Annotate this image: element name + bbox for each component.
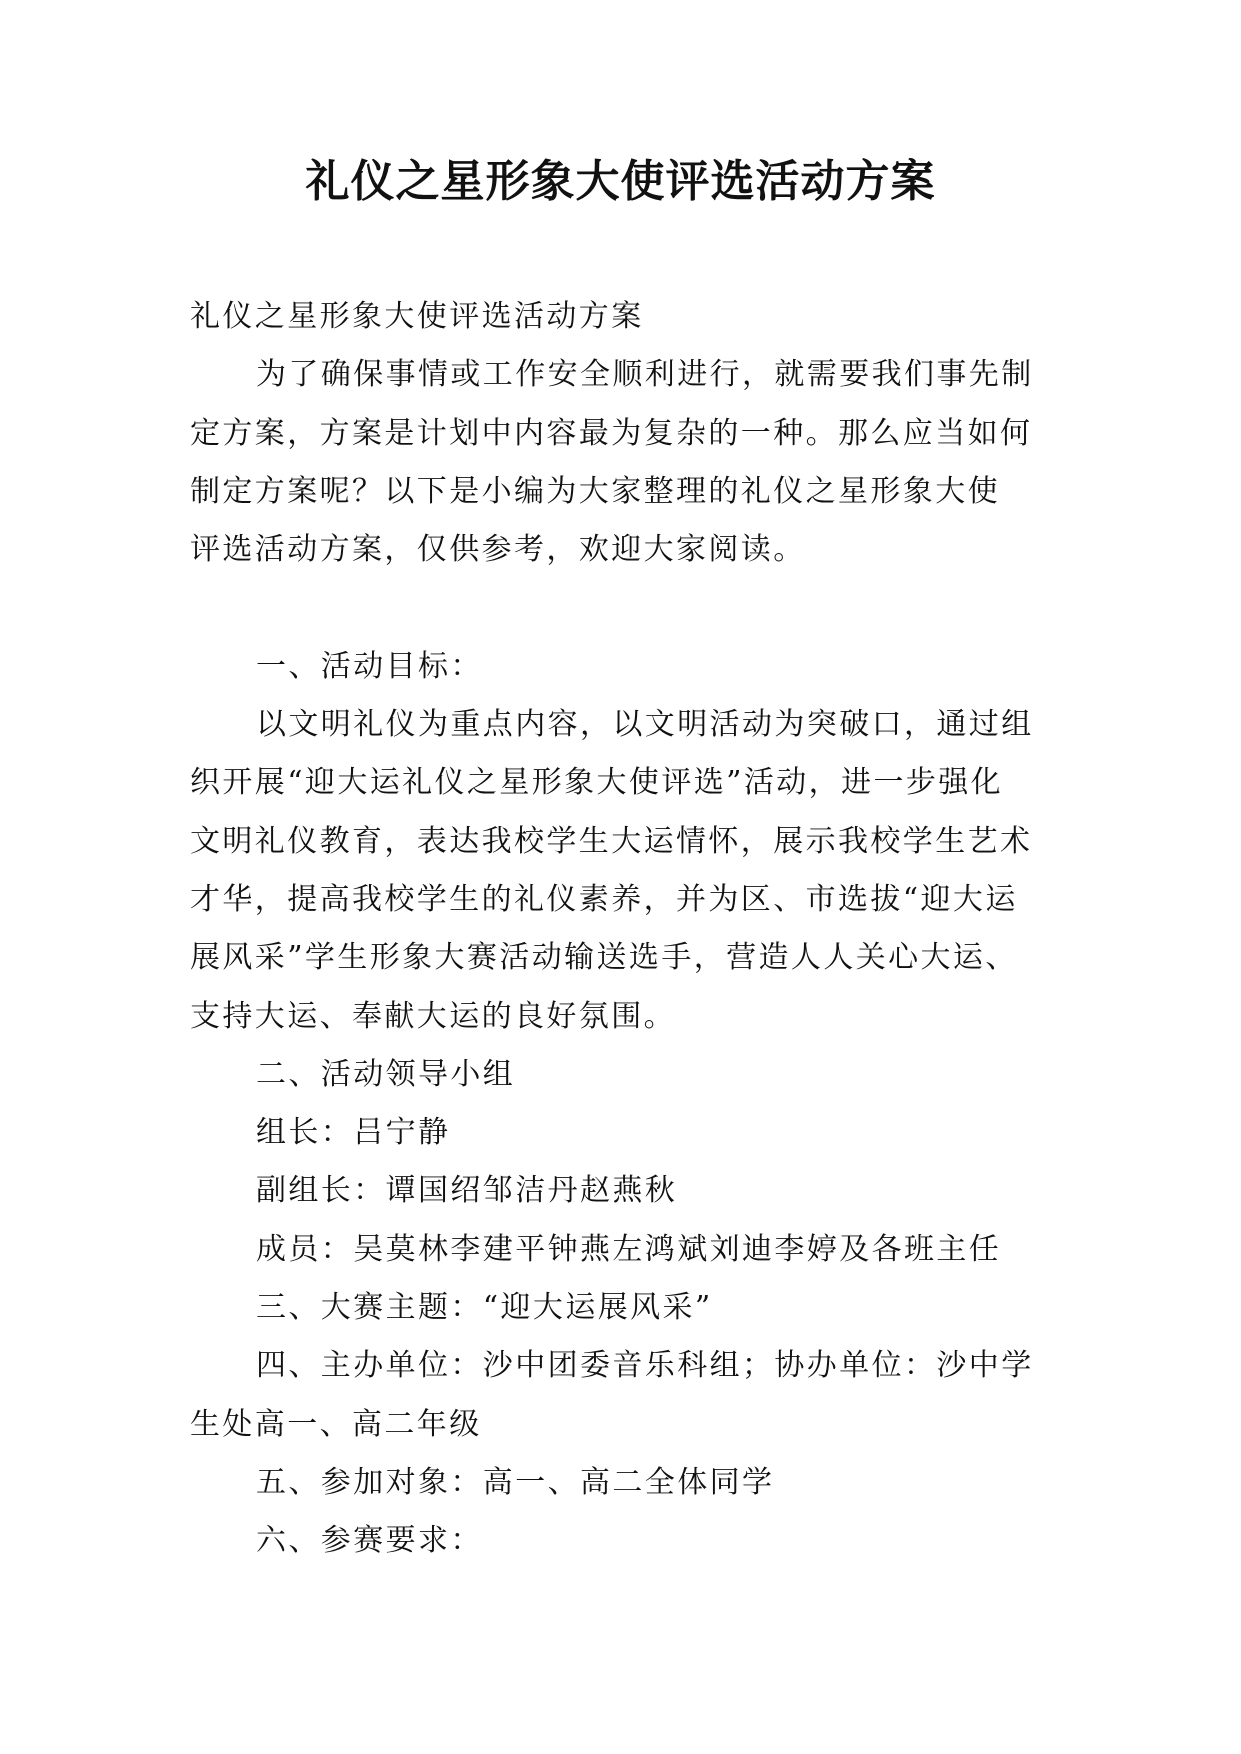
section-heading-participants: 五、参加对象：高一、高二全体同学 [256, 1464, 775, 1500]
document-body [190, 288, 1055, 1571]
intro-paragraph-line: 评选活动方案，仅供参考，欢迎大家阅读。 [190, 532, 806, 568]
members-line: 成员：吴莫林李建平钟燕左鸿斌刘迪李婷及各班主任 [256, 1231, 1002, 1267]
document-title: 礼仪之星形象大使评选活动方案 [305, 156, 936, 207]
section-heading-leadership: 二、活动领导小组 [256, 1056, 516, 1092]
subtitle-line: 礼仪之星形象大使评选活动方案 [190, 299, 644, 334]
intro-paragraph-line: 定方案，方案是计划中内容最为复杂的一种。那么应当如何 [190, 415, 1033, 451]
goal-paragraph-line: 以文明礼仪为重点内容，以文明活动为突破口，通过组 [256, 707, 1034, 743]
goal-paragraph-line: 文明礼仪教育，表达我校学生大运情怀，展示我校学生艺术 [190, 823, 1033, 859]
goal-paragraph-line: 才华，提高我校学生的礼仪素养，并为区、市选拔“迎大运 [190, 881, 1018, 917]
leader-line: 组长：吕宁静 [256, 1115, 451, 1151]
intro-paragraph-line: 为了确保事情或工作安全顺利进行，就需要我们事先制 [256, 357, 1034, 393]
section-heading-goal: 一、活动目标： [256, 648, 483, 684]
section-heading-requirements: 六、参赛要求： [256, 1523, 483, 1559]
organizers-line: 生处高一、高二年级 [190, 1406, 482, 1442]
section-heading-organizers: 四、主办单位：沙中团委音乐科组；协办单位：沙中学 [256, 1348, 1034, 1384]
intro-paragraph-line: 制定方案呢？以下是小编为大家整理的礼仪之星形象大使 [190, 473, 1000, 509]
paragraph-gap [190, 579, 1055, 637]
deputy-leader-line: 副组长：谭国绍邹洁丹赵燕秋 [256, 1173, 678, 1209]
section-heading-theme: 三、大赛主题：“迎大运展风采” [256, 1290, 713, 1326]
goal-paragraph-line: 展风采”学生形象大赛活动输送选手，营造人人关心大运、 [190, 940, 1018, 976]
goal-paragraph-line: 织开展“迎大运礼仪之星形象大使评选”活动，进一步强化 [190, 765, 1004, 801]
goal-paragraph-line: 支持大运、奉献大运的良好氛围。 [190, 998, 676, 1034]
